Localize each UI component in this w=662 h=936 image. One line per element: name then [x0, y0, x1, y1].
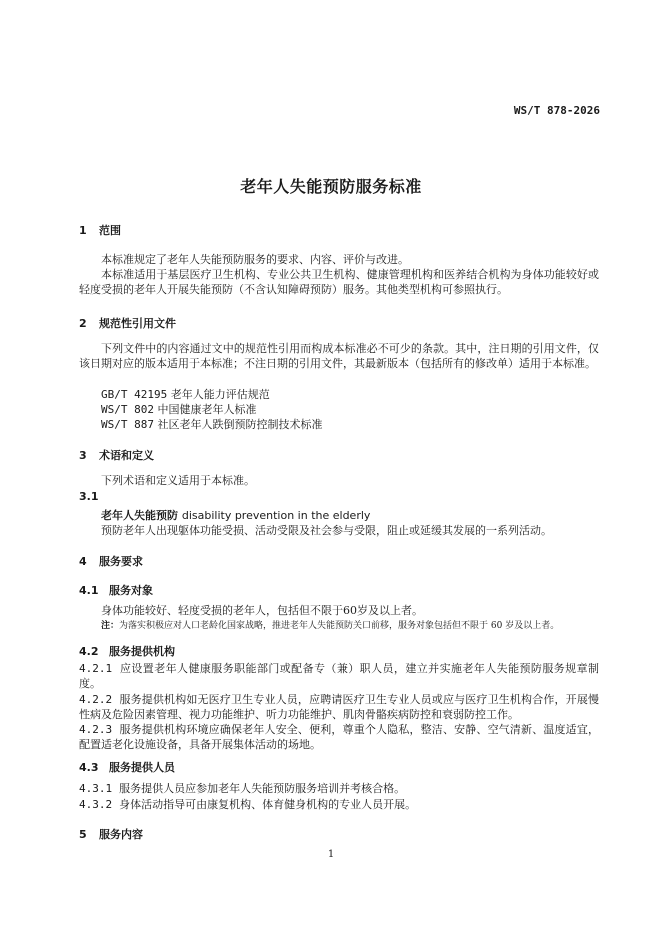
term-english: disability prevention in the elderly: [181, 509, 371, 522]
reference-name: 中国健康老年人标准: [157, 403, 257, 416]
clause-number: 4.2.1: [79, 662, 113, 675]
note-label: 注：: [101, 621, 120, 631]
section-1-heading: [79, 222, 121, 238]
scope-paragraph-1: 本标准规定了老年人失能预防服务的要求、内容、评价与改进。: [101, 253, 409, 266]
clause-number: 4.3.2: [79, 798, 113, 811]
service-target-text: 身体功能较好、轻度受损的老年人，包括但不限于60岁及以上者。: [101, 604, 423, 617]
section-title: 服务内容: [99, 828, 143, 841]
section-number: 4: [79, 555, 87, 568]
clause-number: 4.2.2: [79, 693, 113, 706]
section-title: 服务要求: [99, 555, 143, 568]
section-2-heading: [79, 315, 176, 331]
references-paragraph: 下列文件中的内容通过文中的规范性引用而构成本标准必不可少的条款。其中，注日期的引用文件，仅该日期对应的版本适用于本标准；不注日期的引用文件，其最新版本（包括所有的修改单）适用于本标准。: [79, 342, 599, 370]
page-title: 老年人失能预防服务标准: [240, 177, 422, 196]
section-number: 1: [79, 224, 87, 237]
scope-paragraph-2: 本标准适用于基层医疗卫生机构、专业公共卫生机构、健康管理机构和医养结合机构为身体功能较好或轻度受损的老年人开展失能预防（不含认知障碍预防）服务。其他类型机构可参照执行。: [79, 268, 599, 296]
reference-code: WS/T 802: [101, 403, 154, 416]
subsection-number: 4.1: [79, 584, 99, 597]
section-3-heading: [79, 447, 154, 463]
clause-number: 4.2.3: [79, 723, 113, 736]
term-definition: 预防老年人出现躯体功能受损、活动受限及社会参与受限，阻止或延缓其发展的一系列活动。: [101, 524, 552, 537]
note-text: 为落实积极应对人口老龄化国家战略，推进老年人失能预防关口前移，服务对象包括但不限于 60 岁及以上者。: [119, 621, 560, 631]
subsection-title: 服务对象: [109, 584, 153, 597]
reference-item: [101, 402, 256, 417]
subsection-number: 4.2: [79, 645, 99, 658]
term-heading: [101, 507, 370, 523]
reference-name: 社区老年人跌倒预防控制技术标准: [157, 418, 323, 431]
section-5-heading: [79, 826, 143, 842]
section-title: 规范性引用文件: [99, 317, 176, 330]
section-number: 5: [79, 828, 87, 841]
clause-text: 应设置老年人健康服务职能部门或配备专（兼）职人员，建立并实施老年人失能预防服务规章制度。: [79, 662, 599, 690]
term-chinese: 老年人失能预防: [101, 509, 178, 522]
note: [101, 618, 559, 631]
clause-text: 服务提供机构如无医疗卫生专业人员，应聘请医疗卫生专业人员或应与医疗卫生机构合作，开展慢性病及危险因素管理、视力功能维护、听力功能维护、肌肉骨骼疾病防控和衰弱防控工作。: [79, 693, 599, 721]
clause-text: 服务提供人员应参加老年人失能预防服务培训并考核合格。: [119, 782, 406, 795]
document-id: WS/T 878-2026: [513, 104, 600, 117]
section-title: 术语和定义: [99, 449, 154, 462]
reference-code: GB/T 42195: [101, 388, 168, 401]
clause-4-3-2: [79, 797, 416, 812]
subsection-title: 服务提供机构: [109, 645, 175, 658]
reference-item: [101, 387, 270, 402]
clause-number: 4.3.1: [79, 782, 113, 795]
section-number: 3: [79, 449, 87, 462]
subsection-4-2-heading: [79, 643, 175, 659]
page-number: 1: [327, 849, 335, 860]
subsection-4-1-heading: [79, 582, 153, 598]
clause-text: 服务提供机构环境应确保老年人安全、便利，尊重个人隐私，整洁、安静、空气清新、温度适宜，配置适老化设施设备，具备开展集体活动的场地。: [79, 723, 599, 751]
subsection-number: 4.3: [79, 761, 99, 774]
clause-text: 身体活动指导可由康复机构、体育健身机构的专业人员开展。: [119, 798, 417, 811]
clause-4-2-3: [79, 722, 599, 752]
reference-code: WS/T 887: [101, 418, 154, 431]
reference-name: 老年人能力评估规范: [170, 388, 270, 401]
subsection-title: 服务提供人员: [109, 761, 175, 774]
clause-4-2-2: [79, 692, 599, 722]
subsection-4-3-heading: [79, 759, 175, 775]
terms-intro: 下列术语和定义适用于本标准。: [101, 474, 255, 487]
reference-item: [101, 417, 322, 432]
section-title: 范围: [99, 224, 121, 237]
term-number: 3.1: [79, 490, 99, 503]
section-4-heading: [79, 553, 143, 569]
clause-4-2-1: [79, 661, 599, 691]
clause-4-3-1: [79, 781, 405, 796]
section-number: 2: [79, 317, 87, 330]
